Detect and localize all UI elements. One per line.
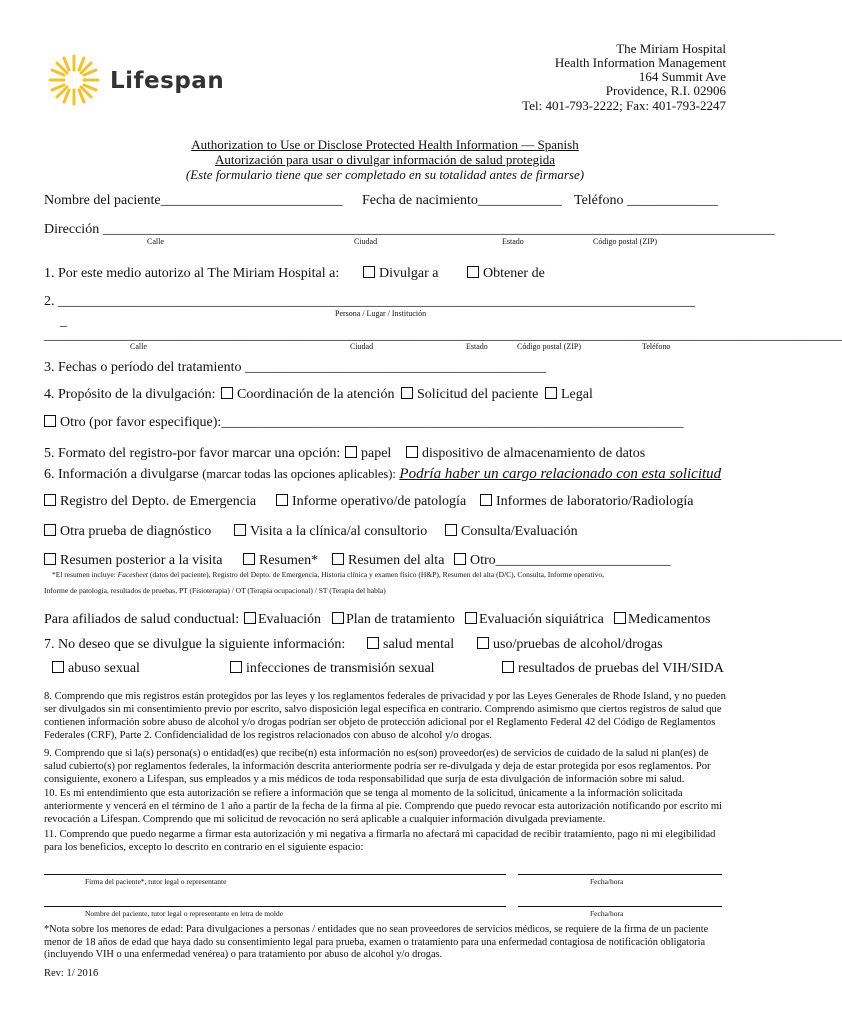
lifespan-logo xyxy=(44,50,104,115)
checkbox[interactable] xyxy=(230,661,242,673)
checkbox[interactable] xyxy=(454,553,466,565)
item7-text: 7. No deseo que se divulgue la siguiente información: xyxy=(44,637,346,652)
item4-patient-request-option[interactable] xyxy=(401,387,538,403)
checkbox[interactable] xyxy=(477,637,489,649)
item3-dates-field[interactable]: 3. Fechas o período del tratamiento ___________________________________________ xyxy=(44,360,546,375)
behavioral-treatment-plan-option[interactable] xyxy=(332,612,455,628)
item5-paper-option[interactable] xyxy=(345,446,391,462)
item6-paren: (marcar todas las opciones aplicables): xyxy=(202,467,396,481)
item6-other-option[interactable] xyxy=(454,553,671,569)
checkbox[interactable] xyxy=(44,553,56,565)
printed-name-line[interactable] xyxy=(44,906,506,907)
item6-other-test-option[interactable] xyxy=(44,524,211,540)
patient-name-field[interactable]: Nombre del paciente__________________________ xyxy=(44,193,343,208)
paragraph-10: 10. Es mi entendimiento que esta autorización se refiere a información que se tenga al momento de la solicitud, únicamente a la información solicitada anteriormente y vencerá en el término de 1 año a partir de la fecha de la firma al pie. Comprendo que puedo revocar esta autorización notificando por escrito mi revocación a Lifespan. Comprendo que mi solicitud de revocación no será aplicable a cualquier información divulgada previamente. xyxy=(44,788,723,825)
option-label: abuso sexual xyxy=(68,661,140,676)
checkbox[interactable] xyxy=(480,494,492,506)
item5-text: 5. Formato del registro-por favor marcar una opción: xyxy=(44,446,341,461)
item6-consult-option[interactable] xyxy=(445,524,578,540)
checkbox[interactable] xyxy=(44,494,56,506)
title-instruction: (Este formulario tiene que ser completado en su totalidad antes de firmarse) xyxy=(185,167,585,182)
revision-label: Rev: 1/ 2016 xyxy=(44,968,99,979)
checkbox[interactable] xyxy=(367,637,379,649)
item4-legal-option[interactable] xyxy=(545,387,593,403)
option-label: Resumen posterior a la visita xyxy=(60,553,223,568)
item2-sub-person: Persona / Lugar / Institución xyxy=(335,309,427,318)
checkbox[interactable] xyxy=(465,612,477,624)
title-spanish: Autorización para usar o divulgar información de salud protegida xyxy=(214,152,556,167)
behavioral-psychiatric-option[interactable] xyxy=(465,612,604,628)
address-sub-state: Estado xyxy=(502,237,524,246)
item7-alcohol-drugs-option[interactable] xyxy=(477,637,663,653)
checkbox[interactable] xyxy=(406,446,418,458)
checkbox[interactable] xyxy=(345,446,357,458)
date-label-2: Fecha/hora xyxy=(590,909,624,918)
item6-footnote-2: Informe de patología, resultados de pruebas, PT (Fisioterapia) / OT (Terapia ocupacional) / ST (Terapia del habla) xyxy=(44,586,386,595)
item2-address-field[interactable]: __________________________________________________________________________________________________________________ xyxy=(44,328,842,343)
org-line-2: Health Information Management xyxy=(554,55,726,70)
option-label: Resumen del alta xyxy=(348,553,445,568)
option-label: Otra prueba de diagnóstico xyxy=(60,524,212,539)
option-label: papel xyxy=(361,446,392,461)
option-label: uso/pruebas de alcohol/drogas xyxy=(493,637,663,652)
footnote-text: (datos del paciente), Registro del Depto. de Emergencia, Historia clínica y examen físico (H&P), Resumen del alta (D/C), Consulta, Informe operativo, xyxy=(149,570,604,579)
item4-text: 4. Propósito de la divulgación: xyxy=(44,387,216,402)
option-label: infecciones de transmisión sexual xyxy=(246,661,435,676)
item6-operative-report-option[interactable] xyxy=(276,494,466,510)
option-label: Evaluación siquiátrica xyxy=(479,612,604,627)
checkbox[interactable] xyxy=(221,387,233,399)
org-line-3: 164 Summit Ave xyxy=(638,69,726,84)
option-label: Informe operativo/de patología xyxy=(292,494,467,509)
address-field[interactable]: Dirección ________________________________________________________________________________________________ xyxy=(44,222,775,237)
option-label: resultados de pruebas del VIH/SIDA xyxy=(518,661,724,676)
checkbox[interactable] xyxy=(445,524,457,536)
address-sub-street: Calle xyxy=(147,237,164,246)
option-label: Visita a la clínica/al consultorio xyxy=(250,524,428,539)
checkbox[interactable] xyxy=(401,387,413,399)
checkbox[interactable] xyxy=(244,612,256,624)
behavioral-text: Para afiliados de salud conductual: xyxy=(44,612,240,627)
title-english: Authorization to Use or Disclose Protected Health Information — Spanish xyxy=(191,137,579,152)
item1-obtain-option[interactable] xyxy=(467,266,545,282)
checkbox[interactable] xyxy=(44,524,56,536)
option-label: Plan de tratamiento xyxy=(346,612,455,627)
option-label: dispositivo de almacenamiento de datos xyxy=(422,446,646,461)
signature-line[interactable] xyxy=(44,874,506,875)
paragraph-9: 9. Comprendo que si la(s) persona(s) o entidad(es) que recibe(n) esta información no es(son) proveedor(es) de servicios de cuidado de la salud ni plan(es) de salud cubierto(s) por reglamentos federales, la información descrita anteriormente podría ser re-divulgada y deja de estar protegida por esos reglamentos. Por consiguiente, exonero a Lifespan, sus empleados y a mis médicos de toda responsabilidad que surja de esta divulgación de información sobre mi salud. xyxy=(44,748,711,785)
footnote-text: *El resumen incluye: xyxy=(52,570,116,579)
checkbox[interactable] xyxy=(363,266,375,278)
address-sub-city: Ciudad xyxy=(354,237,378,246)
checkbox[interactable] xyxy=(502,661,514,673)
item2-sub-street: Calle xyxy=(130,342,147,351)
item4-coordination-option[interactable] xyxy=(221,387,394,403)
checkbox[interactable] xyxy=(243,553,255,565)
sun-logo-icon xyxy=(44,50,104,110)
item6-charge-note: Podría haber un cargo relacionado con esta solicitud xyxy=(399,466,722,482)
option-label: Resumen* xyxy=(259,553,319,568)
minors-note: *Nota sobre los menores de edad: Para divulgaciones a personas / entidades que no sean proveedores de servicios médicos, se requiere de la firma de un paciente menor de 18 años de edad que haya dado su consentimiento legal para prueba, examen o tratamiento para una enfermedad contagiosa de notificación obligatoria (incluyendo VIH o una enfermedad venérea) o para tratamiento por abuso de alcohol y/o drogas. xyxy=(44,924,709,960)
option-label: Medicamentos xyxy=(628,612,711,627)
checkbox[interactable] xyxy=(467,266,479,278)
dob-field[interactable]: Fecha de nacimiento____________ xyxy=(362,193,562,208)
printed-name-label: Nombre del paciente, tutor legal o representante en letra de molde xyxy=(85,909,284,918)
option-label: Obtener de xyxy=(483,266,545,281)
item6-visit-summary-option[interactable] xyxy=(44,553,223,569)
date-line-2[interactable] xyxy=(518,906,722,907)
checkbox[interactable] xyxy=(52,661,64,673)
item5-device-option[interactable] xyxy=(406,446,645,462)
option-label: Evaluación xyxy=(258,612,321,627)
item6-heading xyxy=(44,466,721,483)
checkbox[interactable] xyxy=(545,387,557,399)
checkbox[interactable] xyxy=(44,415,56,427)
checkbox[interactable] xyxy=(276,494,288,506)
option-label: Otro_________________________ xyxy=(470,553,671,568)
org-line-1: The Miriam Hospital xyxy=(616,41,726,56)
option-label: Solicitud del paciente xyxy=(417,387,539,402)
item7-sti-option[interactable] xyxy=(230,661,435,677)
item2-sub-state: Estado xyxy=(466,342,488,351)
item7-hiv-option[interactable] xyxy=(502,661,724,677)
option-label: Legal xyxy=(561,387,593,402)
option-label: Consulta/Evaluación xyxy=(461,524,578,539)
item2-sub-city: Ciudad xyxy=(350,342,374,351)
item6-clinic-visit-option[interactable] xyxy=(234,524,427,540)
signature-label: Firma del paciente*, tutor legal o representante xyxy=(85,877,227,886)
checkbox[interactable] xyxy=(234,524,246,536)
option-label: Informes de laboratorio/Radiología xyxy=(496,494,694,509)
org-line-5: Tel: 401-793-2222; Fax: 401-793-2247 xyxy=(522,98,726,113)
item4-other-option[interactable] xyxy=(44,415,728,431)
checkbox[interactable] xyxy=(332,612,344,624)
item6-footnote xyxy=(52,570,604,579)
item2-sub-phone: Teléfono xyxy=(642,342,671,351)
logo-text: Lifespan xyxy=(110,68,225,94)
item2-dash: _ xyxy=(60,314,67,329)
item7-mental-health-option[interactable] xyxy=(367,637,454,653)
item2-sub-zip: Código postal (ZIP) xyxy=(517,342,581,351)
item6-discharge-option[interactable] xyxy=(332,553,444,569)
behavioral-evaluation-option[interactable] xyxy=(244,612,321,628)
item1-text: 1. Por este medio autorizo al The Miriam Hospital a: xyxy=(44,266,340,281)
item7-sexual-abuse-option[interactable] xyxy=(52,661,140,677)
address-sub-zip: Código postal (ZIP) xyxy=(593,237,657,246)
item1-disclose-option[interactable] xyxy=(363,266,438,282)
item6-text: 6. Información a divulgarse xyxy=(44,467,199,482)
option-label: Divulgar a xyxy=(379,266,439,281)
option-label: Registro del Depto. de Emergencia xyxy=(60,494,257,509)
option-label: salud mental xyxy=(383,637,455,652)
date-line[interactable] xyxy=(518,874,722,875)
org-line-4: Providence, R.I. 02906 xyxy=(605,83,726,98)
phone-field[interactable]: Teléfono _____________ xyxy=(574,193,719,208)
paragraph-8: 8. Comprendo que mis registros están protegidos por las leyes y los reglamentos federales de privacidad y por las Leyes Generales de Rhode Island, y no pueden ser divulgados sin mi consentimiento previo por escrito, salvo disposición legal específica en contrario. Comprendo asimismo que ciertos registros de salud que contienen información sobre abuso de alcohol y/o drogas podrían ser objeto de protección adicional por el Reglamento Federal 42 del Código de Reglamentos Federales (CRF), Parte 2. Confidencialidad de los registros relacionados con abuso de alcohol y/o drogas. xyxy=(44,691,726,741)
option-label: Otro (por favor especifique):__________________________________________________________________ xyxy=(60,415,684,430)
item6-summary-option[interactable] xyxy=(243,553,318,569)
date-label: Fecha/hora xyxy=(590,877,624,886)
paragraph-11: 11. Comprendo que puedo negarme a firmar esta autorización y mi negativa a firmarla no afectará mi capacidad de recibir tratamiento, pago ni mi elegibilidad para los beneficios, excepto lo descrito en contrario en el siguiente espacio: xyxy=(44,829,716,853)
checkbox[interactable] xyxy=(614,612,626,624)
item2-recipient-field[interactable]: 2. ___________________________________________________________________________________________ xyxy=(44,294,695,309)
checkbox[interactable] xyxy=(332,553,344,565)
item6-lab-reports-option[interactable] xyxy=(480,494,694,510)
footnote-facesheet: Facesheet xyxy=(117,570,149,579)
item6-er-record-option[interactable] xyxy=(44,494,256,510)
option-label: Coordinación de la atención xyxy=(237,387,395,402)
behavioral-medications-option[interactable] xyxy=(614,612,710,628)
